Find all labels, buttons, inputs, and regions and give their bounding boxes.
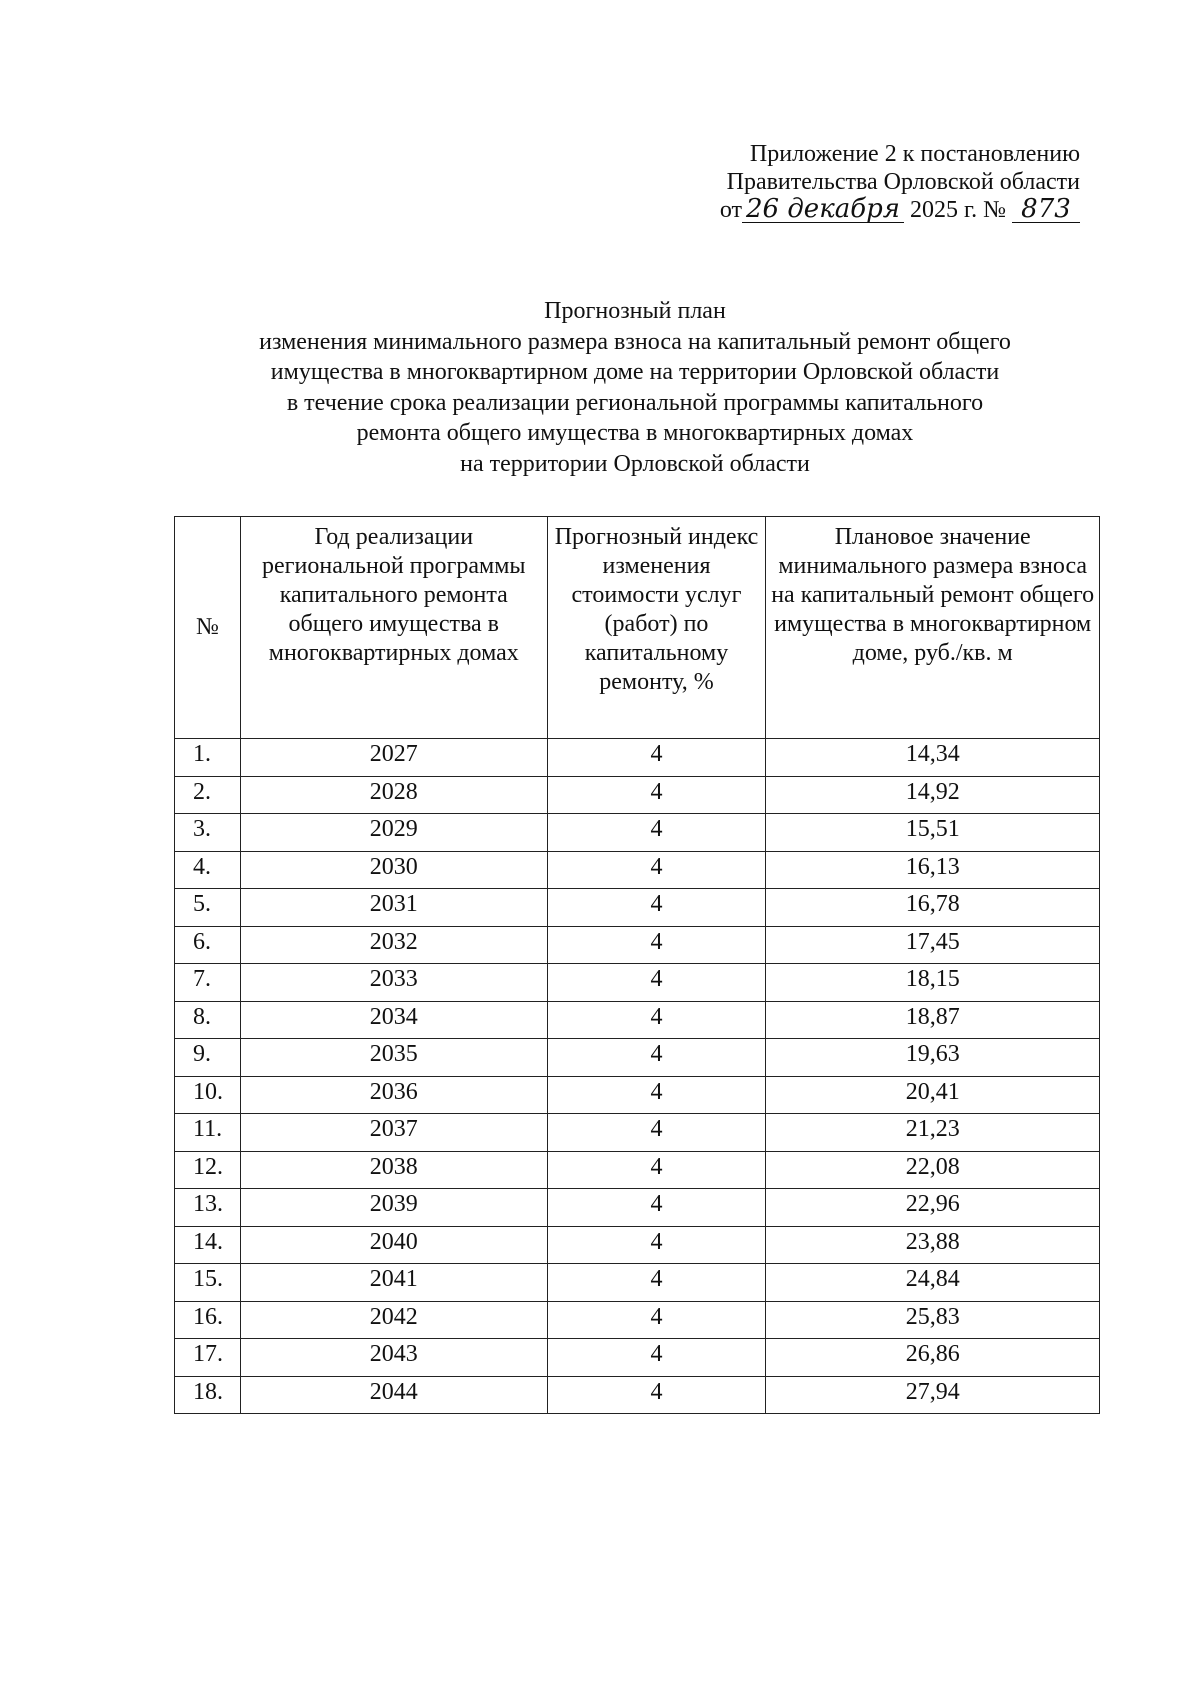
row-index: 4 [547, 964, 766, 1002]
table-row [175, 1339, 1100, 1377]
row-number: 13. [175, 1189, 241, 1227]
row-year: 2035 [240, 1039, 547, 1077]
row-number: 6. [175, 926, 241, 964]
table-header-row [175, 517, 1100, 739]
row-number: 2. [175, 776, 241, 814]
row-number: 16. [175, 1301, 241, 1339]
row-number: 18. [175, 1376, 241, 1414]
row-index: 4 [547, 1376, 766, 1414]
row-year: 2029 [240, 814, 547, 852]
row-value: 26,86 [766, 1339, 1100, 1377]
appendix-date-line [640, 196, 1080, 224]
row-year: 2044 [240, 1376, 547, 1414]
title-line-1: Прогнозный план [544, 298, 726, 324]
table-row [175, 964, 1100, 1002]
table-row [175, 1376, 1100, 1414]
appendix-header [640, 140, 1080, 224]
row-number: 7. [175, 964, 241, 1002]
appendix-line-1: Приложение 2 к постановлению [749, 141, 1080, 167]
row-value: 22,96 [766, 1189, 1100, 1227]
row-number: 15. [175, 1264, 241, 1302]
table-row [175, 776, 1100, 814]
table-row [175, 814, 1100, 852]
header-number: № [175, 517, 241, 739]
row-index: 4 [547, 1039, 766, 1077]
row-year: 2028 [240, 776, 547, 814]
table-row [175, 1301, 1100, 1339]
row-year: 2033 [240, 964, 547, 1002]
table-body [175, 739, 1100, 1414]
date-prefix: от [719, 197, 742, 223]
row-value: 14,34 [766, 739, 1100, 777]
table-row [175, 1076, 1100, 1114]
row-value: 19,63 [766, 1039, 1100, 1077]
handwritten-number: 873 [1012, 196, 1080, 223]
handwritten-date: 26 декабря [742, 196, 904, 223]
row-index: 4 [547, 926, 766, 964]
row-index: 4 [547, 1151, 766, 1189]
title-line-4: в течение срока реализации региональной программы капитального [286, 389, 984, 416]
row-value: 14,92 [766, 776, 1100, 814]
table-row [175, 889, 1100, 927]
row-index: 4 [547, 776, 766, 814]
row-year: 2032 [240, 926, 547, 964]
document-title [170, 296, 1100, 479]
row-year: 2031 [240, 889, 547, 927]
table-row [175, 1039, 1100, 1077]
row-value: 16,13 [766, 851, 1100, 889]
row-year: 2038 [240, 1151, 547, 1189]
row-year: 2039 [240, 1189, 547, 1227]
row-number: 9. [175, 1039, 241, 1077]
row-index: 4 [547, 851, 766, 889]
table-row [175, 1189, 1100, 1227]
row-value: 15,51 [766, 814, 1100, 852]
row-index: 4 [547, 1114, 766, 1152]
table-row [175, 926, 1100, 964]
row-index: 4 [547, 739, 766, 777]
row-number: 5. [175, 889, 241, 927]
table-row [175, 739, 1100, 777]
appendix-line-2: Правительства Орловской области [726, 169, 1080, 195]
row-value: 22,08 [766, 1151, 1100, 1189]
table-row [175, 1264, 1100, 1302]
header-year: Год реализации региональной программы капитального ремонта общего имущества в многоквартирных домах [240, 517, 547, 739]
row-number: 8. [175, 1001, 241, 1039]
row-number: 11. [175, 1114, 241, 1152]
row-year: 2043 [240, 1339, 547, 1377]
row-year: 2042 [240, 1301, 547, 1339]
row-number: 3. [175, 814, 241, 852]
row-year: 2036 [240, 1076, 547, 1114]
row-year: 2041 [240, 1264, 547, 1302]
year-suffix: 2025 г. № [909, 197, 1006, 223]
row-index: 4 [547, 814, 766, 852]
header-index: Прогнозный индекс изменения стоимости услуг (работ) по капитальному ремонту, % [547, 517, 766, 739]
row-value: 21,23 [766, 1114, 1100, 1152]
table-row [175, 1226, 1100, 1264]
row-index: 4 [547, 1264, 766, 1302]
table-row [175, 1001, 1100, 1039]
row-value: 20,41 [766, 1076, 1100, 1114]
title-line-2: изменения минимального размера взноса на капитальный ремонт общего [259, 328, 1011, 355]
row-index: 4 [547, 1076, 766, 1114]
row-year: 2037 [240, 1114, 547, 1152]
row-year: 2034 [240, 1001, 547, 1039]
row-index: 4 [547, 1339, 766, 1377]
title-line-5: ремонта общего имущества в многоквартирных домах [356, 420, 914, 446]
table-row [175, 1114, 1100, 1152]
row-number: 10. [175, 1076, 241, 1114]
row-value: 25,83 [766, 1301, 1100, 1339]
row-value: 24,84 [766, 1264, 1100, 1302]
row-year: 2040 [240, 1226, 547, 1264]
row-index: 4 [547, 889, 766, 927]
row-index: 4 [547, 1189, 766, 1227]
row-number: 17. [175, 1339, 241, 1377]
row-value: 16,78 [766, 889, 1100, 927]
row-number: 14. [175, 1226, 241, 1264]
row-value: 18,15 [766, 964, 1100, 1002]
title-line-3: имущества в многоквартирном доме на территории Орловской области [270, 359, 1000, 385]
row-number: 1. [175, 739, 241, 777]
row-value: 17,45 [766, 926, 1100, 964]
table-row [175, 851, 1100, 889]
row-number: 12. [175, 1151, 241, 1189]
row-value: 23,88 [766, 1226, 1100, 1264]
row-year: 2027 [240, 739, 547, 777]
header-value: Плановое значение минимального размера взноса на капитальный ремонт общего имущества в многоквартирном доме, руб./кв. м [766, 517, 1100, 739]
row-index: 4 [547, 1226, 766, 1264]
title-line-6: на территории Орловской области [460, 450, 810, 477]
row-number: 4. [175, 851, 241, 889]
forecast-table [174, 516, 1100, 1414]
row-index: 4 [547, 1301, 766, 1339]
row-year: 2030 [240, 851, 547, 889]
table-row [175, 1151, 1100, 1189]
row-value: 18,87 [766, 1001, 1100, 1039]
row-index: 4 [547, 1001, 766, 1039]
row-value: 27,94 [766, 1376, 1100, 1414]
